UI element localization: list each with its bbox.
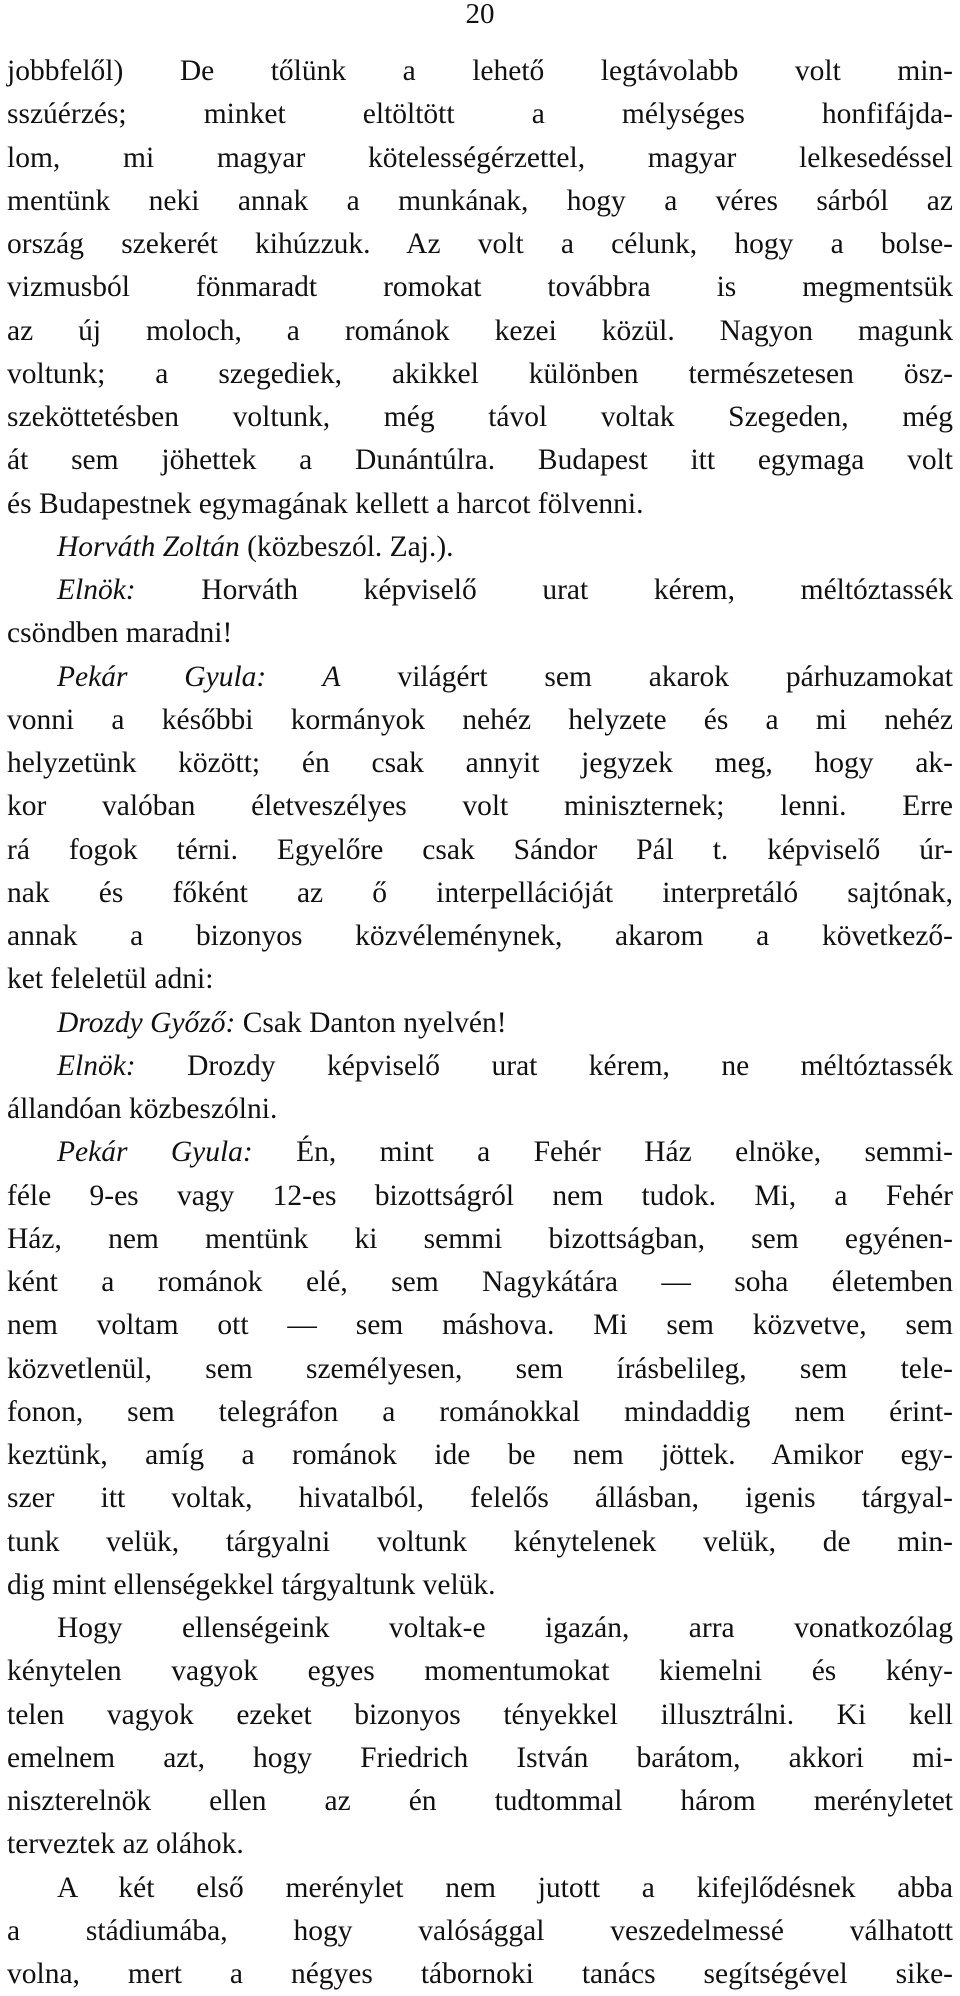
text-line [7, 353, 953, 396]
text-line [7, 612, 953, 655]
text-line [7, 180, 953, 223]
line-text: csöndben maradni! [7, 617, 233, 650]
line-text: és Budapestnek egymagának kellett a harcot fölvenni. [7, 487, 644, 520]
line-text: emelnem azt, hogy Friedrich István barátom, akkori mi- [7, 1741, 953, 1774]
text-line [7, 1564, 953, 1607]
speaker-name: Drozdy Győző: [57, 1006, 236, 1039]
text-line [7, 656, 953, 699]
line-text: féle 9-es vagy 12-es bizottságról nem tudok. Mi, a Fehér [7, 1179, 953, 1212]
line-text: sszúérzés; minket eltöltött a mélységes honfifájda- [7, 98, 953, 131]
line-text: telen vagyok ezeket bizonyos tényekkel illusztrálni. Ki kell [7, 1698, 953, 1731]
line-text: helyzetünk között; én csak annyit jegyzek meg, hogy ak- [7, 747, 953, 779]
speaker-name: Elnök: [57, 574, 136, 606]
text-line [7, 526, 953, 569]
line-text: (közbeszól. Zaj.). [239, 530, 454, 563]
text-line [7, 310, 953, 353]
line-text: vonni a későbbi kormányok nehéz helyzete és a mi nehéz [7, 703, 953, 736]
page-number: 20 [465, 0, 495, 30]
line-text: szer itt voltak, hivatalból, felelős állásban, igenis tárgyal- [7, 1482, 953, 1515]
line-text: dig mint ellenségekkel tárgyaltunk velük. [7, 1568, 496, 1601]
line-text: mentünk neki annak a munkának, hogy a véres sárból az [7, 184, 953, 217]
text-line [7, 223, 953, 266]
text-line [7, 1391, 953, 1434]
text-line [7, 1694, 953, 1737]
line-text: ország szekerét kihúzzuk. Az volt a célunk, hogy a bolse- [7, 228, 953, 260]
text-line [7, 1045, 953, 1088]
line-text: Én, mint a Fehér Ház elnöke, semmi- [252, 1136, 953, 1169]
line-text: terveztek az oláhok. [7, 1828, 244, 1861]
line-text: közvetlenül, sem személyesen, sem írásbelileg, sem tele- [7, 1352, 953, 1385]
text-line [7, 915, 953, 958]
line-text: át sem jöhettek a Dunántúlra. Budapest itt egymaga volt [7, 444, 953, 477]
text-line [7, 1780, 953, 1823]
text-line [7, 1910, 953, 1953]
text-line [7, 1131, 953, 1174]
text-line [7, 1002, 953, 1045]
speaker-name: Horváth Zoltán [57, 530, 240, 563]
text-line [7, 1521, 953, 1564]
speaker-name: Pekár Gyula: [57, 1136, 253, 1169]
text-line [7, 1304, 953, 1347]
text-line [7, 569, 953, 612]
text-line [7, 1477, 953, 1520]
text-line [7, 266, 953, 309]
text-line [7, 1218, 953, 1261]
line-text: nem voltam ott — sem máshova. Mi sem közvetve, sem [7, 1309, 953, 1342]
line-text: annak a bizonyos közvéleménynek, akarom a következő- [7, 920, 953, 952]
line-text: Hogy ellenségeink voltak-e igazán, arra vonatkozólag [57, 1612, 953, 1644]
text-line [7, 742, 953, 785]
line-text: jobbfelől) De tőlünk a lehető legtávolabb volt min- [7, 55, 953, 87]
line-text: vizmusból fönmaradt romokat továbbra is megmentsük [7, 271, 953, 304]
text-line [7, 1953, 953, 1996]
line-text: Horváth képviselő urat kérem, méltóztassék [135, 574, 953, 606]
text-line [7, 1823, 953, 1866]
text-line [7, 699, 953, 742]
text-line [7, 872, 953, 915]
line-text: a stádiumába, hogy valósággal veszedelmessé válhatott [7, 1914, 953, 1947]
text-line [7, 1737, 953, 1780]
text-line [7, 1348, 953, 1391]
line-text: keztünk, amíg a románok ide be nem jöttek. Amikor egy- [7, 1439, 953, 1471]
line-text: nak és főként az ő interpellációját interpretáló sajtónak, [7, 876, 953, 909]
line-text: A két első merénylet nem jutott a kifejlődésnek abba [57, 1871, 953, 1904]
document-body [7, 50, 953, 1996]
line-text: fonon, sem telegráfon a románokkal mindaddig nem érint- [7, 1395, 953, 1428]
text-line [7, 1175, 953, 1218]
text-line [7, 1088, 953, 1131]
line-text: világért sem akarok párhuzamokat [340, 660, 953, 693]
text-line [7, 785, 953, 828]
line-text: ket feleletül adni: [7, 963, 214, 996]
text-line [7, 1607, 953, 1650]
text-line [7, 829, 953, 872]
line-text: szeköttetésben voltunk, még távol voltak Szegeden, még [7, 401, 953, 433]
text-line [7, 958, 953, 1001]
line-text: lom, mi magyar kötelességérzettel, magyar lelkesedéssel [7, 141, 953, 174]
line-text: az új moloch, a románok kezei közül. Nagyon magunk [7, 314, 953, 347]
text-line [7, 50, 953, 93]
line-text: niszterelnök ellen az én tudtommal három merényletet [7, 1785, 953, 1817]
line-text: állandóan közbeszólni. [7, 1093, 278, 1125]
text-line [7, 93, 953, 136]
speaker-name: Elnök: [57, 1049, 136, 1082]
text-line [7, 396, 953, 439]
text-line [7, 439, 953, 482]
line-text: Ház, nem mentünk ki semmi bizottságban, sem egyénen- [7, 1222, 953, 1255]
speaker-name: Pekár Gyula: A [57, 660, 341, 693]
line-text: Csak Danton nyelvén! [235, 1006, 507, 1039]
line-text: volna, mert a négyes tábornoki tanács segítségével sike- [7, 1958, 953, 1990]
text-line [7, 1867, 953, 1910]
line-text: Drozdy képviselő urat kérem, ne méltóztassék [135, 1049, 953, 1082]
text-line [7, 137, 953, 180]
text-line [7, 483, 953, 526]
text-line [7, 1434, 953, 1477]
line-text: tunk velük, tárgyalni voltunk kénytelenek velük, de min- [7, 1525, 953, 1558]
text-line [7, 1650, 953, 1693]
line-text: kénytelen vagyok egyes momentumokat kiemelni és kény- [7, 1655, 953, 1688]
line-text: kor valóban életveszélyes volt miniszternek; lenni. Erre [7, 790, 953, 823]
line-text: ként a románok elé, sem Nagykátára — soha életemben [7, 1266, 953, 1298]
line-text: rá fogok térni. Egyelőre csak Sándor Pál t. képviselő úr- [7, 833, 953, 866]
line-text: voltunk; a szegediek, akikkel különben természetesen ösz- [7, 357, 953, 390]
text-line [7, 1261, 953, 1304]
